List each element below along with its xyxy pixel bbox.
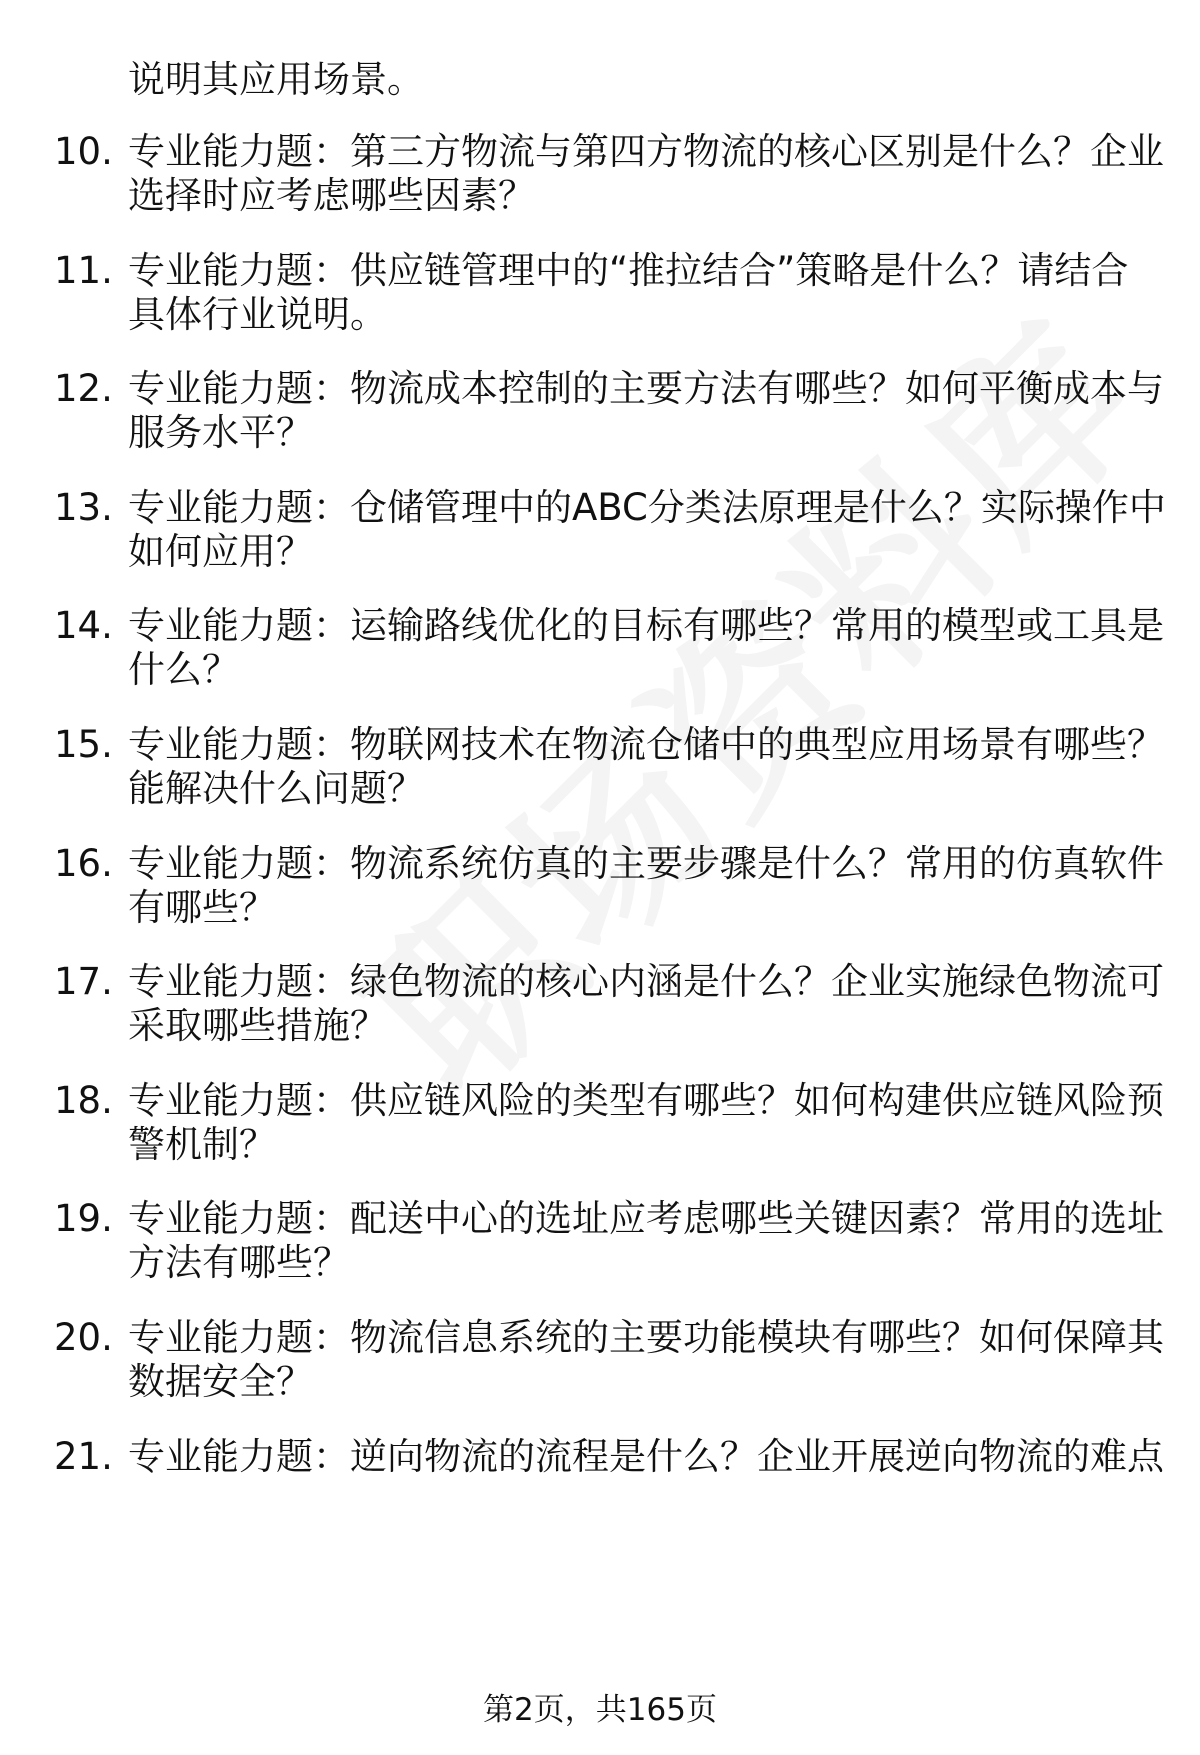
item-text-line-2: 选择时应考虑哪些因素？ — [128, 174, 535, 217]
item-text-line-1: 专业能力题：物流信息系统的主要功能模块有哪些？如何保障其 — [128, 1316, 1164, 1359]
item-number: 11. — [54, 249, 113, 292]
item-number: 15. — [54, 723, 113, 766]
item-text-line-1: 专业能力题：仓储管理中的ABC分类法原理是什么？实际操作中 — [128, 486, 1166, 529]
item-text-line-2: 方法有哪些？ — [128, 1241, 350, 1284]
item-text-line-2: 什么？ — [128, 648, 239, 691]
item-text-line-1: 专业能力题：物联网技术在物流仓储中的典型应用场景有哪些？ — [128, 723, 1164, 766]
item-text-line-2: 有哪些？ — [128, 886, 276, 929]
item-text-line-1: 专业能力题：绿色物流的核心内涵是什么？企业实施绿色物流可 — [128, 960, 1164, 1003]
item-text-line-1: 专业能力题：供应链风险的类型有哪些？如何构建供应链风险预 — [128, 1079, 1164, 1122]
item-text-line-1: 专业能力题：供应链管理中的“推拉结合”策略是什么？请结合 — [128, 249, 1129, 292]
item-text-line-1: 专业能力题：物流成本控制的主要方法有哪些？如何平衡成本与 — [128, 367, 1164, 410]
item-number: 18. — [54, 1079, 113, 1122]
item-number: 16. — [54, 842, 113, 885]
item-number: 19. — [54, 1197, 113, 1240]
continuation-text: 说明其应用场景。 — [128, 58, 424, 101]
item-text-line-2: 采取哪些措施？ — [128, 1004, 387, 1047]
item-text-line-1: 专业能力题：配送中心的选址应考虑哪些关键因素？常用的选址 — [128, 1197, 1164, 1240]
item-number: 20. — [54, 1316, 113, 1359]
item-text-line-2: 能解决什么问题？ — [128, 767, 424, 810]
item-text-line-1: 专业能力题：第三方物流与第四方物流的核心区别是什么？企业 — [128, 130, 1164, 173]
item-number: 12. — [54, 367, 113, 410]
item-number: 21. — [54, 1435, 113, 1478]
item-text-line-2: 数据安全？ — [128, 1360, 313, 1403]
item-number: 13. — [54, 486, 113, 529]
item-text-line-1: 专业能力题：物流系统仿真的主要步骤是什么？常用的仿真软件 — [128, 842, 1164, 885]
item-text-line-1: 专业能力题：运输路线优化的目标有哪些？常用的模型或工具是 — [128, 604, 1164, 647]
item-text-line-1: 专业能力题：逆向物流的流程是什么？企业开展逆向物流的难点 — [128, 1435, 1164, 1478]
item-number: 17. — [54, 960, 113, 1003]
item-number: 14. — [54, 604, 113, 647]
item-text-line-2: 如何应用？ — [128, 530, 313, 573]
item-text-line-2: 服务水平？ — [128, 411, 313, 454]
item-text-line-2: 具体行业说明。 — [128, 293, 387, 336]
item-text-line-2: 警机制？ — [128, 1123, 276, 1166]
page-footer: 第2页，共165页 — [483, 1692, 717, 1728]
item-number: 10. — [54, 130, 113, 173]
